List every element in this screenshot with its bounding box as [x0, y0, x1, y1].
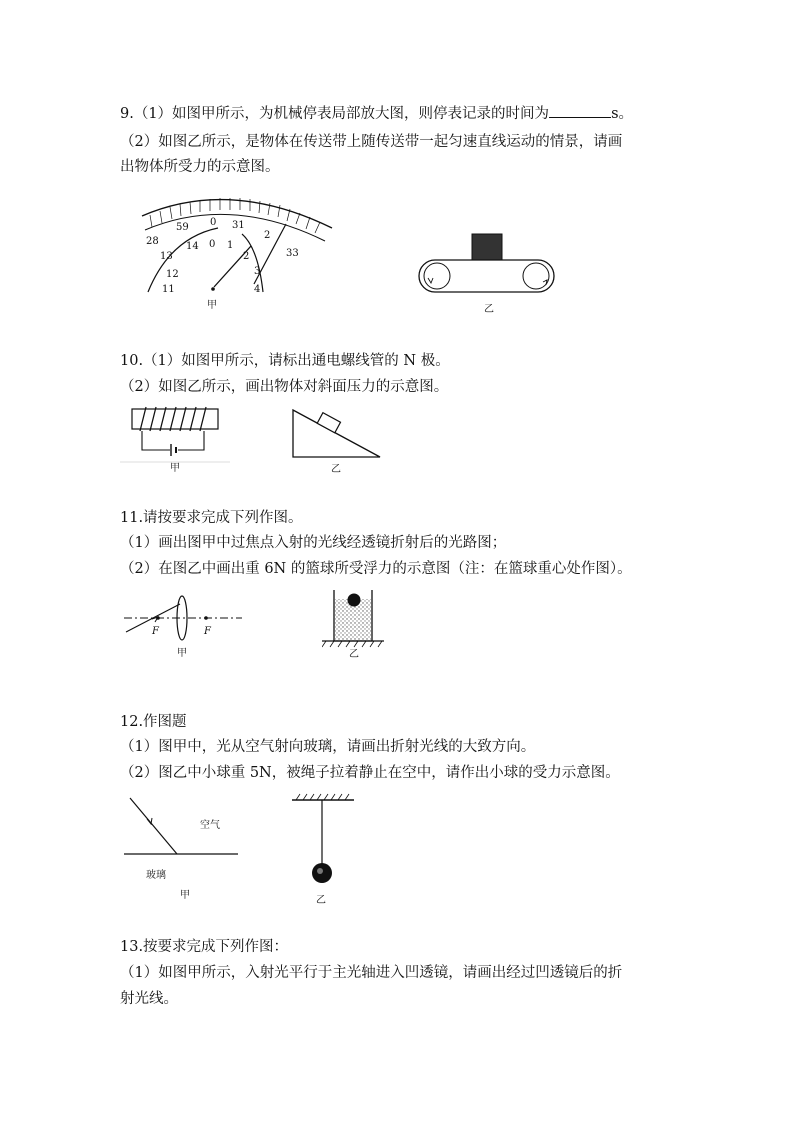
stopwatch-dial-figure: [130, 186, 340, 314]
incident-light-ray: [130, 798, 177, 854]
q9-part1-line: [120, 103, 633, 124]
ceiling-hatching: [296, 794, 349, 800]
inner-tick-label: 0: [209, 239, 216, 250]
refraction-figure: [120, 792, 244, 904]
q13-part1-line-b: 射光线。: [120, 991, 178, 1007]
focus-label-right: F: [204, 626, 211, 637]
inner-tick-label: 14: [186, 241, 199, 252]
figure-caption-jia: 甲: [180, 890, 190, 901]
glass-label: 玻璃: [146, 870, 166, 881]
inner-tick-label: 4: [254, 284, 261, 295]
focus-point-right: [204, 616, 208, 620]
q12-part1-line: （1）图甲中，光从空气射向玻璃，请画出折射光线的大致方向。: [120, 739, 536, 755]
figure-caption-yi: 乙: [316, 895, 326, 906]
q9-part1-unit: s。: [611, 106, 634, 122]
q11-title: 11.请按要求完成下列作图。: [120, 510, 303, 526]
q9-part2-line-a: （2）如图乙所示，是物体在传送带上随传送带一起匀速直线运动的情景，请画: [120, 134, 623, 150]
outer-tick-label: 28: [146, 236, 159, 247]
right-pulley: [523, 263, 549, 289]
incline-slope: [293, 410, 380, 457]
inner-tick-label: 3: [254, 266, 261, 277]
dial-pivot: [211, 287, 215, 291]
figure-caption-jia: 甲: [170, 463, 180, 474]
figure-caption-yi: 乙: [331, 464, 341, 474]
outer-tick-label: 31: [232, 220, 245, 231]
solenoid-figure: [120, 404, 230, 476]
figure-caption-yi: 乙: [349, 649, 359, 658]
q9-part1-text: 9.（1）如图甲所示，为机械停表局部放大图，则停表记录的时间为: [120, 106, 550, 122]
q9-part2-line-b: 出物体所受力的示意图。: [120, 159, 280, 175]
figure-caption-jia: 甲: [207, 300, 217, 311]
q10-part1-line: 10.（1）如图甲所示，请标出通电螺线管的 N 极。: [120, 353, 450, 369]
focus-label-left: F: [152, 626, 159, 637]
outer-tick-label: 59: [176, 222, 189, 233]
q12-title: 12.作图题: [120, 714, 187, 730]
outer-tick-label: 33: [286, 248, 299, 259]
figure-caption-yi: 乙: [484, 304, 494, 315]
incline-figure: [288, 402, 388, 474]
q13-part1-line-a: （1）如图甲所示，入射光平行于主光轴进入凹透镜，请画出经过凹透镜后的折: [120, 965, 623, 981]
conveyor-belt-figure: [410, 226, 570, 316]
outer-tick-label: 0: [210, 217, 217, 228]
inner-tick-label: 12: [166, 269, 179, 280]
block-on-belt: [472, 234, 502, 260]
ground-hatching: [322, 641, 382, 647]
q11-part1-line: （1）画出图甲中过焦点入射的光线经透镜折射后的光路图；: [120, 535, 507, 551]
block-on-slope: [317, 413, 340, 433]
q12-part2-line: （2）图乙中小球重 5N，被绳子拉着静止在空中，请作出小球的受力示意图。: [120, 765, 620, 781]
inner-tick-label: 13: [160, 251, 173, 262]
beaker-figure: [322, 586, 386, 658]
q10-part2-line: （2）如图乙所示，画出物体对斜面压力的示意图。: [120, 379, 449, 395]
left-pulley: [424, 263, 450, 289]
inner-tick-label: 1: [227, 240, 234, 251]
basketball: [348, 594, 361, 607]
convex-lens-figure: [122, 592, 244, 660]
q11-part2-line: （2）在图乙中画出重 6N 的篮球所受浮力的示意图（注：在篮球重心处作图）。: [120, 561, 632, 577]
q9-answer-blank[interactable]: [549, 103, 611, 118]
hanging-ball-figure: [290, 792, 358, 908]
inner-tick-label: 11: [162, 284, 175, 295]
figure-caption-jia: 甲: [177, 648, 187, 659]
outer-tick-label: 2: [264, 230, 271, 241]
air-label: 空气: [200, 820, 220, 831]
q13-title: 13.按要求完成下列作图：: [120, 939, 289, 955]
inner-tick-label: 2: [243, 251, 250, 262]
solenoid-coil: [140, 407, 206, 431]
